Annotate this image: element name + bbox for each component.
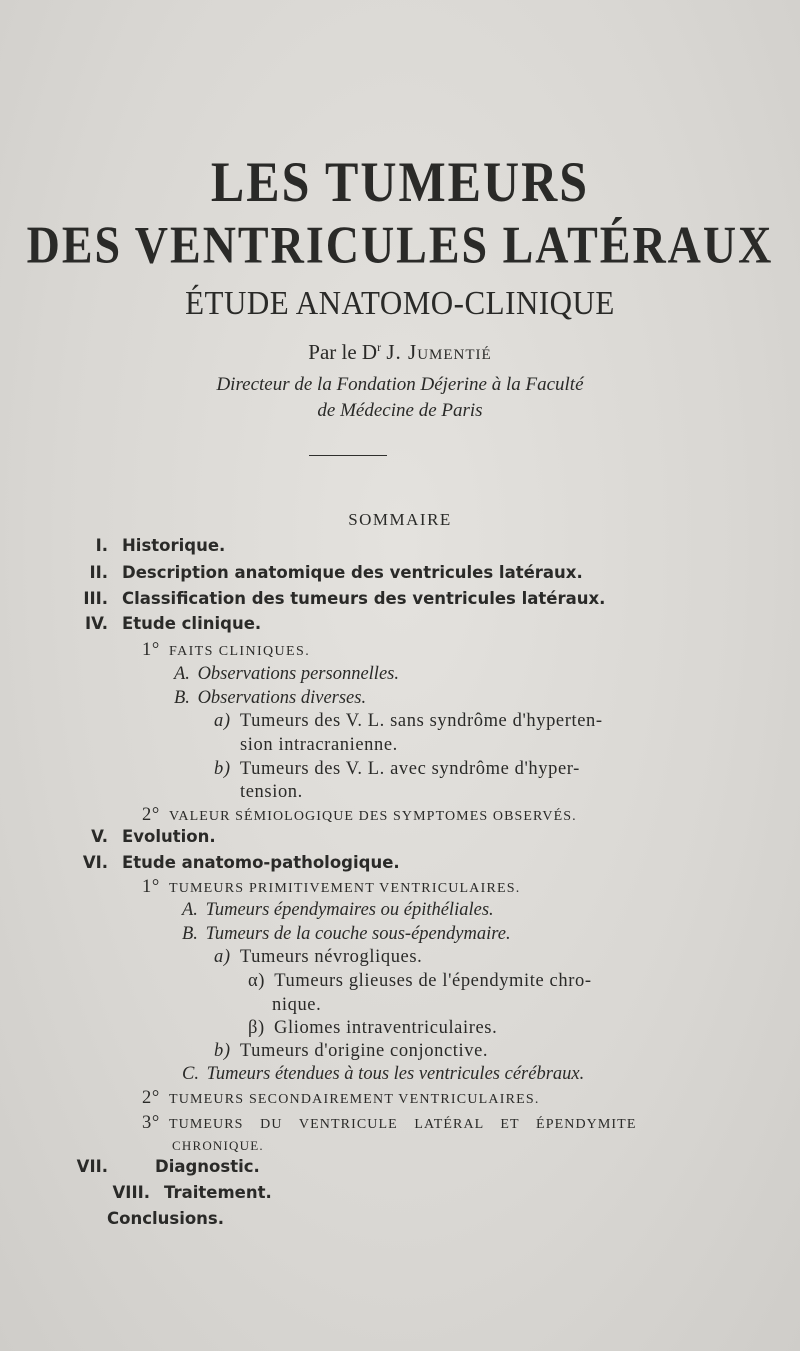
toc-num: I. [95, 536, 108, 555]
toc-num: VII. [76, 1157, 108, 1176]
toc-item [174, 688, 366, 709]
toc-text: TUMEURS DU VENTRICULE LATÉRAL ET ÉPENDYMITE [168, 1117, 637, 1132]
toc-text: Historique. [122, 536, 226, 555]
toc-num: β) [248, 1018, 265, 1038]
toc-num: B. [182, 924, 198, 944]
toc-num: 1° [142, 640, 160, 660]
toc-item [182, 924, 511, 945]
toc-text: Observations diverses. [197, 688, 367, 708]
toc-text: Tumeurs glieuses de l'épendymite chro- [274, 971, 592, 991]
toc-text: Tumeurs des V. L. avec syndrôme d'hyper- [239, 759, 580, 779]
separator-rule [309, 455, 387, 456]
toc-num: VIII. [112, 1183, 150, 1202]
toc-text: Tumeurs épendymaires ou épithéliales. [205, 900, 494, 920]
subtitle: ÉTUDE ANATOMO-CLINIQUE [185, 283, 615, 322]
toc-item [214, 1041, 488, 1062]
toc-text: Classification des tumeurs des ventricules latéraux. [122, 589, 606, 608]
toc-text: Description anatomique des ventricules latéraux. [122, 563, 583, 582]
toc-text: Conclusions. [107, 1209, 225, 1228]
toc-num: IV. [84, 614, 108, 633]
toc-num: 2° [142, 805, 160, 825]
toc-text: Tumeurs étendues à tous les ventricules cérébraux. [206, 1064, 585, 1084]
toc-num: III. [83, 589, 108, 608]
toc-item [240, 735, 398, 756]
toc-text: Tumeurs de la couche sous-épendymaire. [205, 924, 511, 944]
toc-num: B. [174, 688, 190, 708]
toc-item [172, 1135, 264, 1154]
title-line-1: LES TUMEURS [210, 149, 590, 214]
toc-item [248, 1018, 497, 1039]
toc-text: nique. [272, 995, 322, 1015]
toc-num: VI. [82, 853, 108, 872]
toc-text: Tumeurs des V. L. sans syndrôme d'hyperten- [239, 711, 603, 731]
toc-text: VALEUR SÉMIOLOGIQUE DES SYMPTOMES OBSERVÉS. [168, 809, 577, 824]
title-line-2: DES VENTRICULES LATÉRAUX [26, 215, 774, 274]
toc-text: Evolution. [122, 827, 216, 846]
author-prefix: Par le D [308, 340, 378, 364]
toc-num: b) [214, 1041, 231, 1061]
toc-num: 1° [142, 877, 160, 897]
sommaire-heading: SOMMAIRE [348, 510, 452, 529]
affiliation-line-2: de Médecine de Paris [317, 400, 483, 421]
toc-item [174, 664, 399, 685]
toc-num: V. [91, 827, 108, 846]
toc-num: II. [89, 563, 108, 582]
toc-item [142, 877, 520, 898]
toc-num: A. [182, 900, 198, 920]
author-name: J. Jumentié [386, 340, 492, 364]
toc-num: 2° [142, 1088, 160, 1108]
author-line [0, 340, 800, 365]
toc-num: 3° [142, 1113, 160, 1133]
toc-item [214, 759, 580, 780]
toc-text: Observations personnelles. [197, 664, 399, 684]
affiliation-line-1: Directeur de la Fondation Déjerine à la Faculté [216, 374, 584, 395]
toc-text: Traitement. [164, 1183, 272, 1202]
toc-item [142, 1088, 540, 1109]
toc-item [142, 1113, 636, 1134]
toc-item [182, 1064, 584, 1085]
toc-text: Gliomes intraventriculaires. [274, 1018, 498, 1038]
toc-item [182, 900, 494, 921]
toc-text: FAITS CLINIQUES. [168, 644, 311, 659]
toc-item [240, 782, 303, 803]
toc-text: TUMEURS SECONDAIREMENT VENTRICULAIRES. [168, 1092, 540, 1107]
toc-num: a) [214, 947, 231, 967]
author-sup: r [377, 340, 382, 354]
toc-num: A. [174, 664, 190, 684]
toc-text: Etude anatomo-pathologique. [122, 853, 400, 872]
toc-text: CHRONIQUE. [172, 1138, 264, 1153]
toc-num: b) [214, 759, 231, 779]
toc-item [107, 1209, 224, 1228]
toc-item [142, 640, 310, 661]
toc-item [214, 711, 603, 732]
toc-text: Tumeurs névrogliques. [239, 947, 423, 967]
toc-num: a) [214, 711, 231, 731]
toc-item [142, 805, 577, 826]
toc-text: sion intracranienne. [240, 735, 398, 755]
toc-text: tension. [240, 782, 303, 802]
toc-text: Etude clinique. [122, 614, 262, 633]
toc-item [248, 971, 592, 992]
toc-text: Diagnostic. [155, 1157, 260, 1176]
toc-text: TUMEURS PRIMITIVEMENT VENTRICULAIRES. [168, 881, 521, 896]
toc-item [272, 995, 321, 1016]
toc-num: α) [248, 971, 266, 991]
toc-text: Tumeurs d'origine conjonctive. [239, 1041, 489, 1061]
toc-num: C. [182, 1064, 199, 1084]
toc-item [214, 947, 422, 968]
